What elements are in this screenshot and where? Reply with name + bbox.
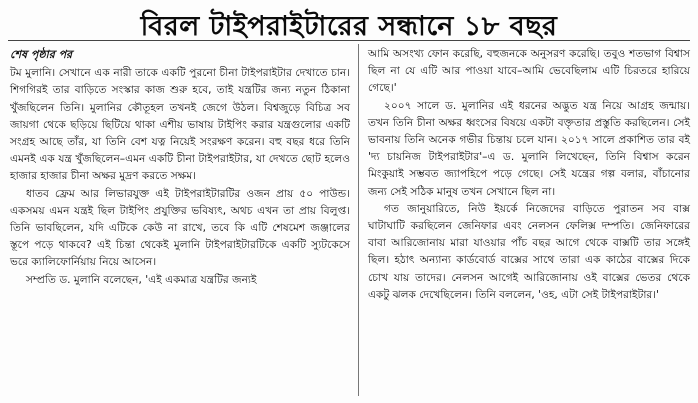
column-divider [358,44,359,396]
continued-from-label: শেষ পৃষ্ঠার পর [10,48,73,61]
paragraph: সম্প্রতি ড. মুলানি বলেছেন, 'এই একমাত্র যন্ত্রটির জন্যই [26,273,257,286]
paragraph: গত জানুয়ারিতে, নিউ ইয়র্কে নিজেদের বাড়িতে পুরাতন সব বাক্স ঘাটাঘাটি করছিলেন জেনিফার এবং নেলসন ফেলিক্স দম্পতি। জেনিফারের বাবা আরিজোনায় মারা যাওয়ার পাঁচ বছর আগে থেকে বাক্সটি তার সঙ্গেই ছিল। হঠাৎ অন্যান্য কার্ডবোর্ড বাক্সের সাথে তারা এক কাঠের বাক্সের দিকে চোখ যায় তাদের। নেলসন আগেই আরিজোনায় ওই বাক্সের ভেতর থেকে একটু ঝলক দেখেছিলেন। তিনি বললেন, 'ওহ, এটা সেই টাইপরাইটার।' [368,202,690,301]
right-column [368,46,690,304]
paragraph: আমি অসংখ্য ফোন করেছি, বহুজনকে অনুসরণ করেছি। তবুও শতভাগ বিশ্বাস ছিল না যে এটি আর পাওয়া যাবে–আমি ভেবেছিলাম এটি চিরতরে হারিয়ে গেছে।' [368,48,690,95]
left-column [10,46,350,289]
paragraph: ২০০৭ সালে ড. মুলানির এই ধরনের অদ্ভুত যন্ত্র নিয়ে আগ্রহ জন্মায়। তখন তিনি চীনা অক্ষর ধ্বংসের বিষয়ে একটা বক্তৃতার প্রস্তুতি করছিলেন। সেই ভাবনায় তিনি অনেক গভীর চিন্তায় চলে যান। ২০১৭ সালে প্রকাশিত তার বই 'দ্য চায়নিজ টাইপরাইটার'–এ ড. মুলানি লিখেছেন, তিনি বিশ্বাস করেন মিংকুয়াই সম্ভবত জ্যাপহিপে পড়ে গেছে। সেই যন্ত্রের গল্প বলার, বাঁচানোর জন্য সেই সঠিক মানুষ তখন সেখানে ছিল না। [368,99,690,198]
headline-rule [8,40,690,41]
paragraph: টম মুলানি। সেখানে এক নারী তাকে একটি পুরনো চীনা টাইপরাইটার দেখাতে চান। শিগগিরই তার বাড়িতে সংস্কার কাজ শুরু হবে, তাই যন্ত্রটির জন্য নতুন ঠিকানা খুঁজছিলেন তিনি। মুলানির কৌতূহল তখনই জেগে উঠল। বিশ্বজুড়ে বিচিত্র সব জায়গা থেকে ছড়িয়ে ছিটিয়ে থাকা এশীয় ভাষায় টাইপিং করার যন্ত্রগুলোর একটি সংগ্রহ আছে তাঁর, যা তিনি বেশ যত্ন নিয়েই সংরক্ষণ করেন। বহু বছর ধরে তিনি এমনই এক যন্ত্র খুঁজছিলেন–এমন একটি চীনা টাইপরাইটার, যা দেখতে ছোট হলেও হাজার হাজার চীনা অক্ষর মুদ্রণ করতে সক্ষম। [10,67,350,183]
headline: বিরল টাইপরাইটারের সন্ধানে ১৮ বছর [140,11,558,42]
paragraph: ধাতব ফ্রেম আর লিভারযুক্ত এই টাইপরাইটারটির ওজন প্রায় ৫০ পাউন্ড। একসময় এমন যন্ত্রই ছিল টাইপিং প্রযুক্তির ভবিষ্যৎ, অথচ এখন তা প্রায় বিলুপ্ত। তিনি ভাবছিলেন, যদি এটিকে কেউ না রাখে, তবে কি এটি শেষমেশ জঞ্জালের স্তূপে পড়ে থাকবে? এই চিন্তা থেকেই মুলানি টাইপরাইটারটিকে একটি স্যুটকেসে ভরে ক্যালিফোর্নিয়ায় নিয়ে আসেন। [10,187,350,269]
